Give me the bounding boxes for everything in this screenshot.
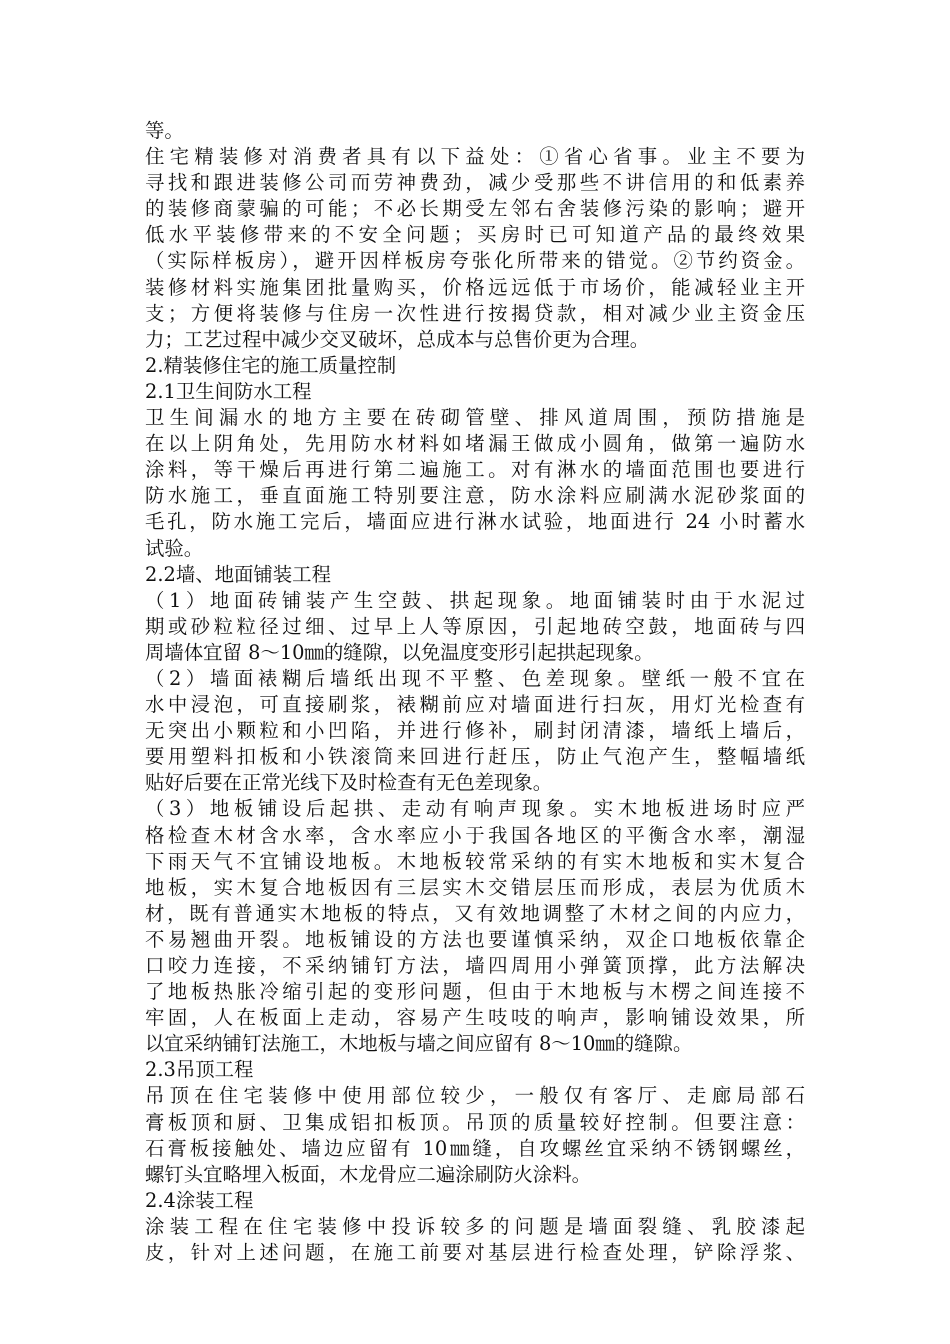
text-line: 以宜采纳铺钉法施工，木地板与墙之间应留有 8～10㎜的缝隙。 [145, 1032, 693, 1056]
text-line: 了地板热胀冷缩引起的变形问题，但由于木地板与木楞之间连接不 [145, 980, 805, 1004]
text-line: （1）地面砖铺装产生空鼓、拱起现象。地面铺装时由于水泥过 [145, 588, 805, 612]
document-page [145, 118, 805, 1266]
text-line: 期或砂粒粒径过细、过早上人等原因，引起地砖空鼓，地面砖与四 [145, 614, 805, 638]
text-line: 贴好后要在正常光线下及时检查有无色差现象。 [145, 771, 553, 795]
text-line: 周墙体宜留 8～10㎜的缝隙，以免温度变形引起拱起现象。 [145, 640, 654, 664]
text-line: 支；方便将装修与住房一次性进行按揭贷款，相对减少业主资金压 [145, 301, 805, 325]
text-line: 石膏板接触处、墙边应留有 10㎜缝，自攻螺丝宜采纳不锈钢螺丝， [145, 1136, 805, 1160]
text-line: 的装修商蒙骗的可能；不必长期受左邻右舍装修污染的影响；避开 [145, 197, 805, 221]
text-line: 地板，实木复合地板因有三层实木交错层压而形成，表层为优质木 [145, 875, 805, 899]
text-line: （2）墙面裱糊后墙纸出现不平整、色差现象。壁纸一般不宜在 [145, 666, 805, 690]
text-line: 2.2墙、地面铺装工程 [145, 562, 331, 586]
text-line: 涂装工程在住宅装修中投诉较多的问题是墙面裂缝、乳胶漆起 [145, 1214, 805, 1238]
text-line: 等。 [145, 119, 184, 142]
text-line: 皮，针对上述问题，在施工前要对基层进行检查处理，铲除浮浆、 [145, 1241, 805, 1265]
text-line: 不易翘曲开裂。地板铺设的方法也要谨慎采纳，双企口地板依靠企 [145, 927, 805, 951]
text-line: 要用塑料扣板和小铁滚筒来回进行赶压，防止气泡产生，整幅墙纸 [145, 745, 805, 769]
text-line: 2.4涂装工程 [145, 1188, 254, 1212]
text-line: 2.1卫生间防水工程 [145, 379, 312, 403]
text-line: 螺钉头宜略埋入板面，木龙骨应二遍涂刷防火涂料。 [145, 1162, 591, 1186]
text-line: 装修材料实施集团批量购买，价格远远低于市场价，能减轻业主开 [145, 275, 805, 299]
text-line: 在以上阴角处，先用防水材料如堵漏王做成小圆角，做第一遍防水 [145, 432, 805, 456]
text-line: 卫生间漏水的地方主要在砖砌管壁、排风道周围，预防措施是 [145, 406, 805, 430]
text-line: （3）地板铺设后起拱、走动有响声现象。实木地板进场时应严 [145, 797, 805, 821]
text-line: 下雨天气不宜铺设地板。木地板较常采纳的有实木地板和实木复合 [145, 849, 805, 873]
text-line: 格检查木材含水率，含水率应小于我国各地区的平衡含水率，潮湿 [145, 823, 805, 847]
text-line: 牢固，人在板面上走动，容易产生吱吱的响声，影响铺设效果，所 [145, 1006, 805, 1030]
text-line: 力；工艺过程中减少交叉破坏，总成本与总售价更为合理。 [145, 327, 650, 351]
text-line: 住宅精装修对消费者具有以下益处：①省心省事。业主不要为 [145, 145, 805, 169]
text-line: 低水平装修带来的不安全问题；买房时已可知道产品的最终效果 [145, 223, 805, 247]
text-line: 材，既有普通实木地板的特点，又有效地调整了木材之间的内应力， [145, 901, 805, 925]
text-line: 2.3吊顶工程 [145, 1058, 254, 1082]
text-line: 膏板顶和厨、卫集成铝扣板顶。吊顶的质量较好控制。但要注意： [145, 1110, 805, 1134]
text-line: 试验。 [145, 536, 204, 560]
text-line: （实际样板房），避开因样板房夸张化所带来的错觉。②节约资金。 [145, 249, 805, 273]
text-line: 寻找和跟进装修公司而劳神费劲，减少受那些不讲信用的和低素养 [145, 171, 805, 195]
text-line: 毛孔，防水施工完后，墙面应进行淋水试验，地面进行 24 小时蓄水 [145, 510, 805, 534]
text-line: 涂料，等干燥后再进行第二遍施工。对有淋水的墙面范围也要进行 [145, 458, 805, 482]
text-line: 口咬力连接，不采纳铺钉方法，墙四周用小弹簧顶撑，此方法解决 [145, 954, 805, 977]
text-line: 无突出小颗粒和小凹陷，并进行修补，刷封闭清漆，墙纸上墙后， [145, 719, 805, 743]
text-line: 水中浸泡，可直接刷浆，裱糊前应对墙面进行扫灰，用灯光检查有 [145, 693, 805, 717]
text-line: 2.精装修住宅的施工质量控制 [145, 353, 397, 377]
text-line: 防水施工，垂直面施工特别要注意，防水涂料应刷满水泥砂浆面的 [145, 484, 805, 508]
text-line: 吊顶在住宅装修中使用部位较少，一般仅有客厅、走廊局部石 [145, 1084, 805, 1108]
